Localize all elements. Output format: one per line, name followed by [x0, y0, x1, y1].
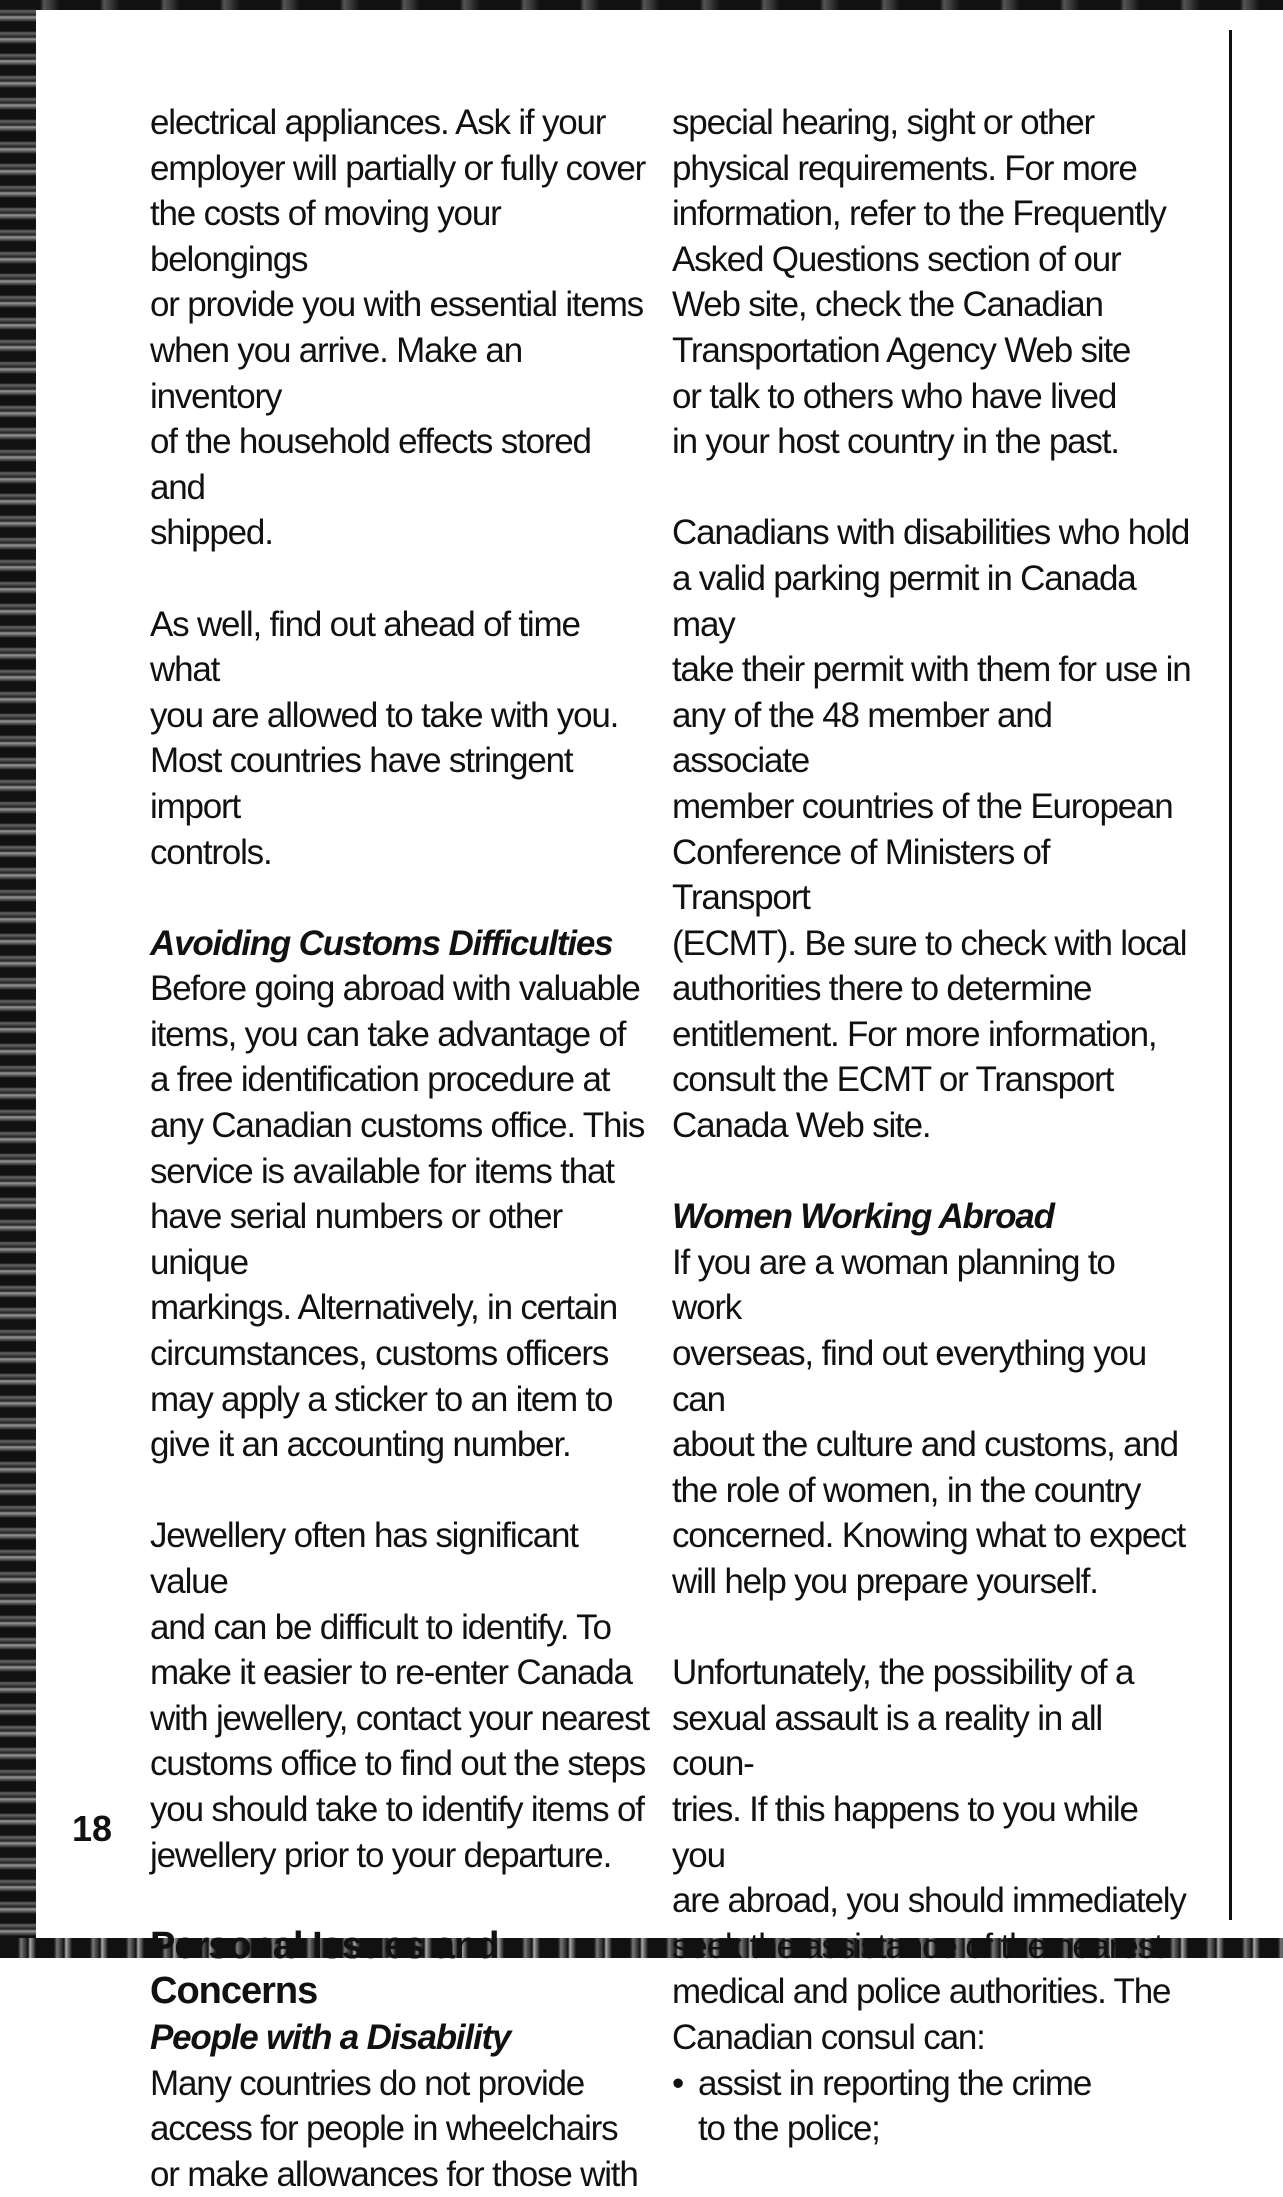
right-column — [672, 100, 1192, 2152]
paragraph-disability-access: Many countries do not provide access for people in wheelchairs or make allowances for those with — [150, 2063, 638, 2194]
paragraph-sexual-assault: Unfortunately, the possibility of a sexual assault is a reality in all coun- tries. If this happens to you while you are abroad, you should immediately seek the assistance of the nearest medical and police authorities. The Canadian consul can: — [672, 1653, 1186, 2057]
paragraph-import-controls: As well, find out ahead of time what you are allowed to take with you. Most countries have stringent import controls. — [150, 604, 619, 872]
paragraph-jewellery: Jewellery often has significant value and can be difficult to identify. To make it easier to re-enter Canada with jewellery, contact your nearest customs office to find out the steps you should take to identify items of jewellery prior to your departure. — [150, 1516, 649, 1875]
section-title-personal-issues: Personal Issues and Concerns — [150, 1924, 499, 2013]
paragraph-customs-identification: Before going abroad with valuable items, you can take advantage of a free identification procedure at any Canadian customs office. This service is available for items that have serial numbers or other unique markings. Alternatively, in certain circumstances, customs officers may apply a sticker to an item to give it an accounting number. — [150, 969, 645, 1465]
women-heading: Women Working Abroad — [672, 1197, 1054, 1237]
paragraph-parking-permit: Canadians with disabilities who hold a valid parking permit in Canada may take their permit with them for use in any of the 48 member and associate member countries of the European Conference of Ministers of Transport (ECMT). Be sure to check with local authorities there to determine entitlement. For more information, consult the ECMT or Transport Canada Web site. — [672, 513, 1191, 1146]
page-number: 18 — [72, 1808, 113, 1849]
scan-edge-left — [0, 0, 36, 1958]
disability-heading: People with a Disability — [150, 2017, 511, 2057]
bullet-text: assist in reporting the crime to the police; — [698, 2063, 1092, 2149]
paragraph-moving-belongings: electrical appliances. Ask if your employer will partially or fully cover the costs of moving your belongings or provide you with essential items when you arrive. Make an inventory of the household effects stored and shipped. — [150, 103, 646, 553]
customs-heading: Avoiding Customs Difficulties — [150, 923, 613, 963]
paragraph-special-requirements: special hearing, sight or other physical requirements. For more information, refer to the Frequently Asked Questions section of our Web site, check the Canadian Transportation Agency Web site or talk to others who have lived in your host country in the past. — [672, 103, 1166, 462]
paragraph-women-abroad: If you are a woman planning to work overseas, find out everything you can about the culture and customs, and the role of women, in the country concerned. Knowing what to expect will help you prepare yourself. — [672, 1242, 1185, 1601]
scan-edge-top — [0, 0, 1283, 10]
list-item — [672, 2061, 1192, 2152]
bullet-marker: • — [672, 2063, 684, 2103]
scan-edge-right — [1229, 30, 1232, 1920]
left-column — [150, 100, 650, 2197]
